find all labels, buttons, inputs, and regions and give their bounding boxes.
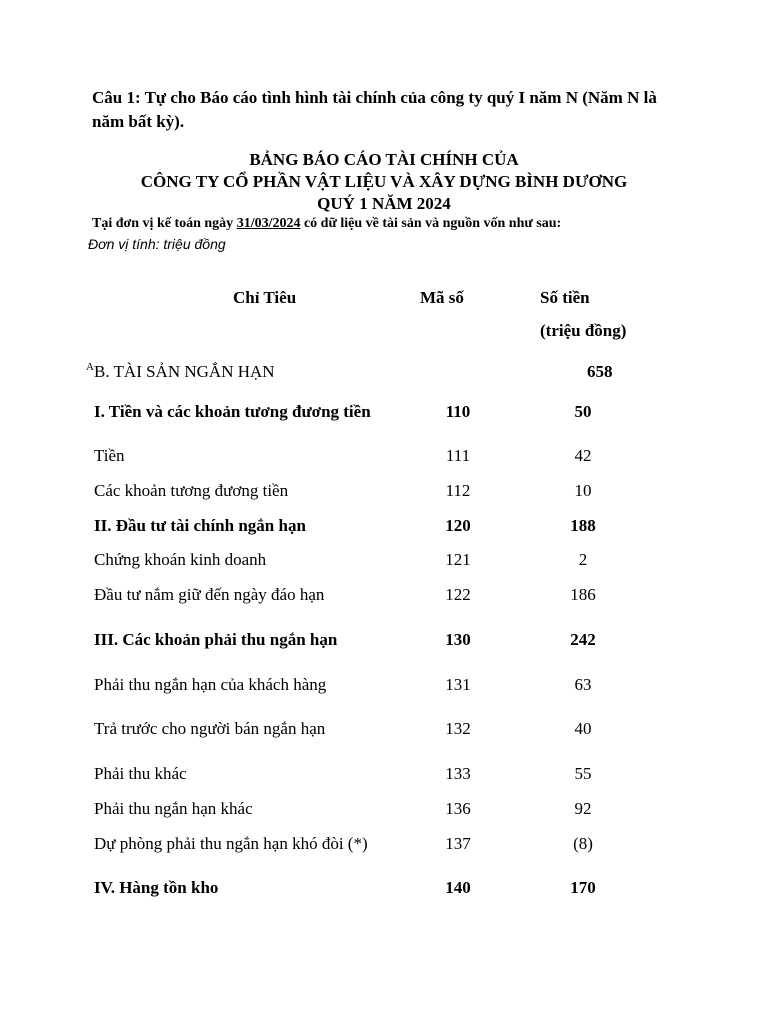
- row-amount: 55: [574, 764, 592, 783]
- row-name: Dự phòng phải thu ngắn hạn khó đòi (*): [94, 834, 368, 853]
- row-name: Chứng khoán kinh doanh: [94, 550, 267, 569]
- row-code: 122: [445, 585, 471, 604]
- row-amount: 10: [574, 481, 592, 500]
- row-amount: 40: [574, 719, 592, 738]
- row-code: 136: [445, 799, 471, 818]
- header-code: Mã số: [420, 288, 464, 307]
- header-amount-unit: (triệu đồng): [540, 321, 627, 340]
- row-amount: 242: [570, 630, 596, 649]
- row-name: Trả trước cho người bán ngắn hạn: [94, 719, 326, 738]
- report-title-line-2: CÔNG TY CỔ PHẦN VẬT LIỆU VÀ XÂY DỰNG BÌNH DƯƠNG: [140, 172, 628, 191]
- row-name: Đầu tư nắm giữ đến ngày đáo hạn: [94, 585, 325, 604]
- row-amount: 2: [578, 550, 588, 569]
- row-name: III. Các khoản phải thu ngắn hạn: [94, 630, 338, 649]
- row-amount: 186: [570, 585, 596, 604]
- row-name: I. Tiền và các khoản tương đương tiền: [94, 402, 371, 421]
- row-name: Phải thu ngắn hạn khác: [94, 799, 253, 818]
- unit-label: Đơn vị tính: triệu đồng: [88, 236, 226, 252]
- row-code: 131: [445, 675, 471, 694]
- row-code: 132: [445, 719, 471, 738]
- intro-text: [92, 216, 561, 232]
- row-amount: 92: [574, 799, 592, 818]
- row-code: 133: [445, 764, 471, 783]
- row-amount: 50: [574, 402, 592, 421]
- row-name: Phải thu ngắn hạn của khách hàng: [94, 675, 327, 694]
- row-amount: 188: [570, 516, 596, 535]
- section-name: B. TÀI SẢN NGẮN HẠN: [94, 362, 275, 381]
- row-amount: 170: [570, 878, 596, 897]
- header-amount: Số tiền: [540, 288, 590, 307]
- row-name: Tiền: [94, 446, 125, 465]
- row-name: Các khoản tương đương tiền: [94, 481, 289, 500]
- row-name: IV. Hàng tồn kho: [94, 878, 219, 897]
- row-name: Phải thu khác: [94, 764, 187, 783]
- row-code: 112: [445, 481, 471, 500]
- report-title-line-1: BẢNG BÁO CÁO TÀI CHÍNH CỦA: [249, 150, 519, 169]
- row-code: 120: [445, 516, 471, 535]
- row-name: II. Đầu tư tài chính ngắn hạn: [94, 516, 306, 535]
- report-title-line-3: QUÝ 1 NĂM 2024: [317, 194, 451, 213]
- row-amount: (8): [573, 834, 593, 853]
- intro-date: 31/03/2024: [236, 216, 301, 231]
- row-code: 111: [445, 446, 471, 465]
- row-amount: 63: [574, 675, 592, 694]
- row-code: 110: [445, 402, 471, 421]
- question-text: Câu 1: Tự cho Báo cáo tình hình tài chính của công ty quý I năm N (Năm N là năm bất kỳ).: [92, 88, 657, 131]
- row-code: 121: [445, 550, 471, 569]
- section-marker: A: [86, 361, 94, 373]
- row-code: 140: [445, 878, 471, 897]
- row-amount: 42: [574, 446, 592, 465]
- intro-suffix: có dữ liệu về tài sản và nguồn vốn như sau:: [300, 216, 562, 231]
- row-code: 137: [445, 834, 471, 853]
- intro-prefix: Tại đơn vị kế toán ngày: [92, 216, 237, 231]
- row-code: 130: [445, 630, 471, 649]
- header-name: Chỉ Tiêu: [233, 288, 297, 307]
- section-amount: 658: [587, 362, 613, 381]
